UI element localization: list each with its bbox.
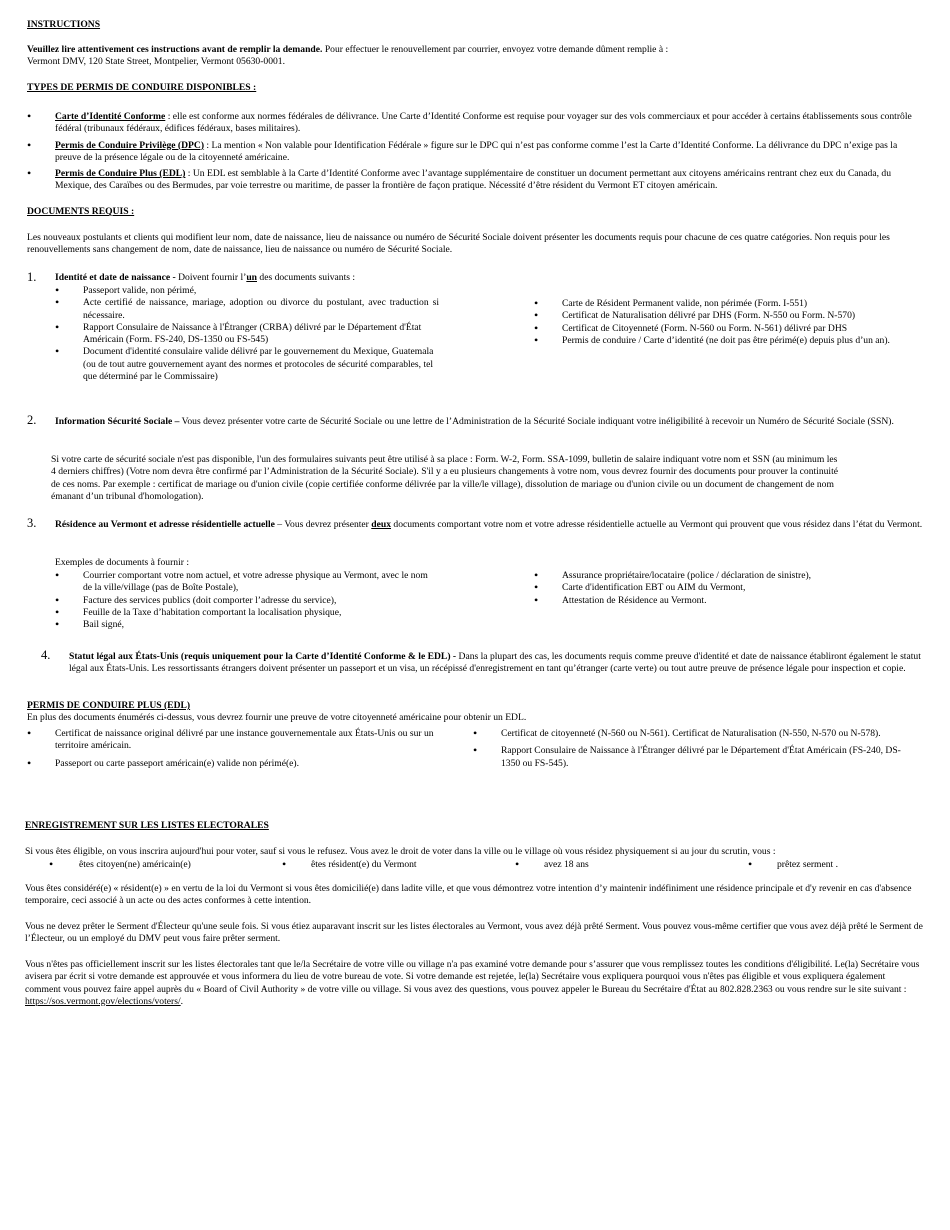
list-item: • Certificat de naissance original délivré par une instance gouvernementale aux États-Unis ou sur un territoire américain.: [27, 728, 447, 753]
list-item: • Assurance propriétaire/locataire (police / déclaration de sinistre),: [534, 570, 914, 582]
edl-docs-right: [473, 728, 918, 770]
list-item: • Carte d’Identité Conforme : elle est conforme aux normes fédérales de délivrance. Une Carte d’Identité Conforme est requise pour voyager sur des vols commerciaux et pour accéder à certains établissements sous contrôle fédéral (tribunaux fédéraux, édifices fédéraux, bases militaires).: [27, 111, 923, 136]
list-item: • Certificat de Citoyenneté (Form. N-560 ou Form. N-561) délivré par DHS: [534, 323, 909, 335]
section-2-paragraph: Si votre carte de sécurité sociale n'est pas disponible, l'un des formulaires suivants peut être utilisé à sa place : Form. W-2, Form. SSA-1099, bulletin de salaire indiquant votre nom et SSN (au minimum les 4 derniers chiffres) (Votre nom devra être confirmé par l’Administration de la Sécurité Sociale). S'il y a eu plusieurs changements à votre nom, vous devrez fournir des documents pour prouver la continuité de ces noms. Par exemple : certificat de mariage ou d'union civile (copie certifiée conforme délivrée par la ville/le village), dissolution de mariage ou d'union civile ou un document de changement de nom émanant d’un tribunal d'homologation).: [51, 454, 839, 502]
sos-voters-link[interactable]: https://sos.vermont.gov/elections/voters/: [25, 995, 181, 1007]
license-types-list: [27, 111, 923, 193]
bullet-icon: •: [515, 857, 520, 871]
bullet-icon: •: [748, 857, 753, 871]
section-3-title: Résidence au Vermont et adresse résidentielle actuelle – Vous devrez présenter deux documents comportant votre nom et votre adresse résidentielle actuelle au Vermont qui prouvent que vous résidez dans l’état du Vermont.: [55, 519, 923, 530]
voting-oath-paragraph: Vous ne devez prêter le Serment d'Électeur qu'une seule fois. Si vous étiez auparavant inscrit sur les listes électorales au Vermont, vous avez déjà prêté Serment. Vous pouvez vous-même certifier que vous avez déjà prêté le Serment de l’Électeur, ou un employé du DMV peut vous faire prêter serment.: [25, 921, 923, 945]
instructions-intro: [27, 44, 923, 69]
types-heading: TYPES DE PERMIS DE CONDUIRE DISPONIBLES :: [27, 82, 257, 93]
list-item: • Passeport ou carte passeport américain(e) valide non périmé(e).: [27, 758, 447, 770]
list-item: • Document d'identité consulaire valide délivré par le gouvernement du Mexique, Guatemala (ou de tout autre gouvernement ayant des normes et protocoles de sécurité comparables, tel que déterminé par le Commissaire): [55, 346, 439, 383]
list-item: • Carte de Résident Permanent valide, non périmée (Form. I-551): [534, 298, 909, 310]
list-item: • Feuille de la Taxe d’habitation comportant la localisation physique,: [55, 607, 435, 619]
docs-heading: DOCUMENTS REQUIS :: [27, 206, 135, 217]
docs-intro: Les nouveaux postulants et clients qui modifient leur nom, date de naissance, lieu de naissance ou numéro de Sécurité Sociale doivent présenter les documents requis pour chacune de ces quatre catégories. Non requis pour les renouvellements sans changement de nom, date de naissance, lieu de naissance ou numéro de Sécurité Sociale.: [27, 232, 890, 256]
instructions-intro-bold: Veuillez lire attentivement ces instructions avant de remplir la demande.: [27, 44, 323, 55]
list-item: • Certificat de Naturalisation délivré par DHS (Form. N-550 ou Form. N-570): [534, 310, 909, 322]
section-3-number: 3.: [27, 516, 37, 530]
list-item: • Acte certifié de naissance, mariage, adoption ou divorce du postulant, avec traduction si nécessaire.: [55, 297, 439, 322]
residence-docs-left: [55, 570, 435, 631]
voting-registration-paragraph: Vous n'êtes pas officiellement inscrit sur les listes électorales tant que le/la Secrétaire de votre ville ou village n'a pas examiné votre demande pour s’assurer que vous remplissez toutes les conditions d'éligibilité. Le(la) Secrétaire vous avisera par écrit si votre demande est approuvée et vous informera du lieu de votre bureau de vote. Si votre demande est rejetée, le(la) Secrétaire vous expliquera pourquoi vous n'êtes pas éligible et vous expliquera également comment vous pouvez faire appel auprès du « Board of Civil Authority » de votre ville ou village. Si vous avez des questions, vous pouvez appeler le Bureau du Secrétaire d'État au 802.828.2363 ou vous rendre sur le site suivant : https://sos.vermont.gov/elections/voters/.: [25, 959, 920, 1007]
mailing-address: Vermont DMV, 120 State Street, Montpelier, Vermont 05630-0001.: [27, 56, 285, 68]
voting-heading: ENREGISTREMENT SUR LES LISTES ELECTORALES: [25, 820, 269, 831]
section-1-title: Identité et date de naissance - Doivent fournir l’un des documents suivants :: [55, 272, 356, 283]
criteria-item: êtes résident(e) du Vermont: [311, 859, 417, 870]
identity-docs-right: [534, 298, 909, 347]
voting-intro: Si vous êtes éligible, on vous inscrira aujourd'hui pour voter, sauf si vous le refusez. Vous avez le droit de voter dans la ville ou le village où vous résidez physiquement si au jour du scrutin, vous :: [25, 846, 776, 857]
edl-intro: En plus des documents énumérés ci-dessus, vous devrez fournir une preuve de votre citoyenneté américaine pour obtenir un EDL.: [27, 712, 527, 723]
list-item: • Permis de Conduire Privilège (DPC) : La mention « Non valable pour Identification Fédérale » figure sur le DPC qui n’est pas conforme comme l’est la Carte d’Identité Conforme. La délivrance du DPC n’exige pas la preuve de la présence légale ou de la citoyenneté américaine.: [27, 140, 923, 165]
list-item: • Carte d'identification EBT ou AIM du Vermont,: [534, 582, 914, 594]
voting-residence-paragraph: Vous êtes considéré(e) « résident(e) » en vertu de la loi du Vermont si vous êtes domicilié(e) dans ladite ville, et que vous démontrez votre intention d’y maintenir indéfiniment une résidence principale et d'y revenir en cas d'absence temporaire, ceci associé à un acte ou des actes conformes à cette intention.: [25, 883, 912, 907]
list-item: • Rapport Consulaire de Naissance à l'Étranger (CRBA) délivré par le Département d'État Américain (Form. FS-240, DS-1350 ou FS-545): [55, 322, 439, 347]
bullet-icon: •: [282, 857, 287, 871]
list-item: • Courrier comportant votre nom actuel, et votre adresse physique au Vermont, avec le nom de la ville/village (pas de Boîte Postale),: [55, 570, 435, 595]
list-item: • Rapport Consulaire de Naissance à l'Étranger délivré par le Département d'État Américain (FS-240, DS-1350 ou FS-545).: [473, 745, 918, 770]
instructions-intro-rest: Pour effectuer le renouvellement par courrier, envoyez votre demande dûment remplie à :: [322, 44, 669, 55]
edl-heading: PERMIS DE CONDUIRE PLUS (EDL): [27, 700, 191, 711]
list-item: • Passeport valide, non périmé,: [55, 285, 439, 297]
section-3-examples: Exemples de documents à fournir :: [55, 557, 190, 568]
list-item: • Facture des services publics (doit comporter l’adresse du service),: [55, 595, 435, 607]
list-item: • Bail signé,: [55, 619, 435, 631]
section-4-text: Statut légal aux États-Unis (requis uniquement pour la Carte d’Identité Conforme & le EDL) - Dans la plupart des cas, les documents requis comme preuve d'identité et date de naissance établiront également le statut légal aux États-Unis. Les ressortissants étrangers doivent présenter un passeport et un visa, un récépissé d'enregistrement en tant qu’étranger (carte verte) ou tout autre preuve de présence légale pour inspection et copie.: [69, 651, 921, 675]
criteria-item: avez 18 ans: [544, 859, 589, 870]
list-item: • Attestation de Résidence au Vermont.: [534, 595, 914, 607]
criteria-item: prêtez serment .: [777, 859, 838, 870]
list-item: • Permis de conduire / Carte d’identité (ne doit pas être périmé(e) depuis plus d’un an).: [534, 335, 909, 347]
list-item: • Permis de Conduire Plus (EDL) : Un EDL est semblable à la Carte d’Identité Conforme avec l’avantage supplémentaire de constituer un document permettant aux citoyens américains rentrant chez eux du Canada, du Mexique, des Caraïbes ou des Bermudes, par voie terrestre ou maritime, de passer la frontière de façon pratique. Nécessité d’être résident du Vermont ET citoyen américain.: [27, 168, 923, 193]
edl-docs-left: [27, 728, 447, 770]
section-4-number: 4.: [41, 648, 51, 662]
bullet-icon: •: [49, 857, 54, 871]
residence-docs-right: [534, 570, 914, 607]
section-2-title: Information Sécurité Sociale – Vous devez présenter votre carte de Sécurité Sociale ou une lettre de l’Administration de la Sécurité Sociale indiquant votre inéligibilité à recevoir un Numéro de Sécurité Sociale (SSN).: [55, 416, 894, 427]
section-2-number: 2.: [27, 413, 37, 427]
voting-criteria: [49, 859, 929, 872]
list-item: • Certificat de citoyenneté (N-560 ou N-561). Certificat de Naturalisation (N-550, N-570 ou N-578).: [473, 728, 918, 740]
instructions-heading: INSTRUCTIONS: [27, 19, 101, 30]
criteria-item: êtes citoyen(ne) américain(e): [79, 859, 191, 870]
identity-docs-left: [55, 285, 439, 383]
section-1-number: 1.: [27, 270, 37, 284]
